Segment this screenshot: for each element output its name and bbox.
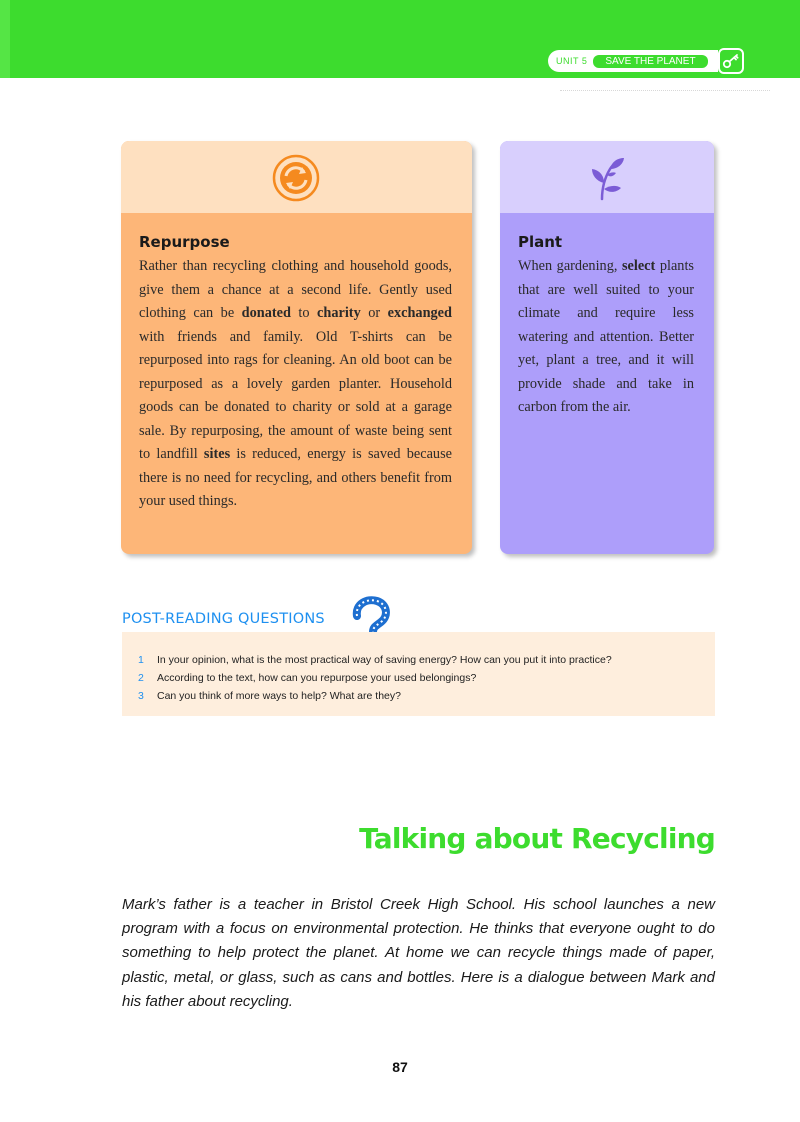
repurpose-card bbox=[121, 141, 472, 554]
plant-title: Plant bbox=[518, 233, 563, 251]
plant-text bbox=[518, 255, 694, 420]
keyword: select bbox=[621, 258, 656, 274]
key-icon bbox=[718, 48, 744, 74]
unit-title: SAVE THE PLANET bbox=[593, 55, 707, 68]
plant-sprout-icon bbox=[582, 153, 632, 203]
unit-label: UNIT 5 bbox=[556, 56, 588, 66]
repurpose-card-header bbox=[121, 141, 472, 213]
keyword: donated bbox=[241, 305, 291, 321]
post-reading-box bbox=[122, 632, 715, 716]
question-number: 1 bbox=[138, 654, 144, 666]
question-number: 2 bbox=[138, 672, 144, 684]
text-run: When gardening, bbox=[518, 258, 622, 274]
intro-paragraph: Mark’s father is a teacher in Bristol Creek High School. His school launches a new program with a focus on environmental protection. He thinks that everyone ought to do something to help protect the planet. At home we can recycle things made of paper, plastic, metal, or glass, such as cans and bottles. Here is a dialogue between Mark and his father about recycling. bbox=[122, 896, 715, 1010]
repurpose-title: Repurpose bbox=[139, 233, 230, 251]
repurpose-text bbox=[139, 255, 452, 514]
keyword: sites bbox=[203, 446, 231, 462]
question-item bbox=[138, 651, 612, 669]
question-number: 3 bbox=[138, 690, 144, 702]
section-title: Talking about Recycling bbox=[359, 821, 715, 855]
keyword: exchanged bbox=[387, 305, 452, 321]
text-run: Rather than recycling clothing and household goods, give them a chance at a second life. Gently used clothing can be bbox=[139, 258, 452, 321]
recycle-icon bbox=[271, 153, 321, 203]
question-item bbox=[138, 687, 612, 705]
header-band-edge bbox=[0, 0, 10, 78]
keyword: charity bbox=[317, 305, 361, 321]
page-number: 87 bbox=[392, 1059, 408, 1075]
text-run: to bbox=[290, 305, 318, 321]
question-text: In your opinion, what is the most practical way of saving energy? How can you put it into practice? bbox=[157, 654, 612, 666]
plant-card bbox=[500, 141, 714, 554]
text-run: with friends and family. Old T-shirts can be repurposed into rags for cleaning. An old boot can be repurposed as a lovely garden planter. Household goods can be donated to charity or sold at a garage sale. By repurposing, the amount of waste being sent to landfill bbox=[139, 328, 452, 462]
text-run: is reduced, energy is saved because there is no need for recycling, and others benefit from your used things. bbox=[139, 446, 452, 509]
question-item bbox=[138, 669, 612, 687]
post-reading-heading: POST-READING QUESTIONS bbox=[122, 611, 325, 627]
text-run: or bbox=[360, 305, 388, 321]
header-band bbox=[0, 0, 800, 78]
question-list bbox=[138, 651, 612, 705]
plant-card-header bbox=[500, 141, 714, 213]
decorative-line bbox=[560, 90, 770, 92]
unit-tab bbox=[548, 50, 718, 72]
question-text: Can you think of more ways to help? What are they? bbox=[157, 690, 401, 702]
question-text: According to the text, how can you repurpose your used belongings? bbox=[157, 672, 477, 684]
text-run: plants that are well suited to your climate and require less watering and attention. Better yet, plant a tree, and it will provide shade and take in carbon from the air. bbox=[518, 258, 694, 415]
